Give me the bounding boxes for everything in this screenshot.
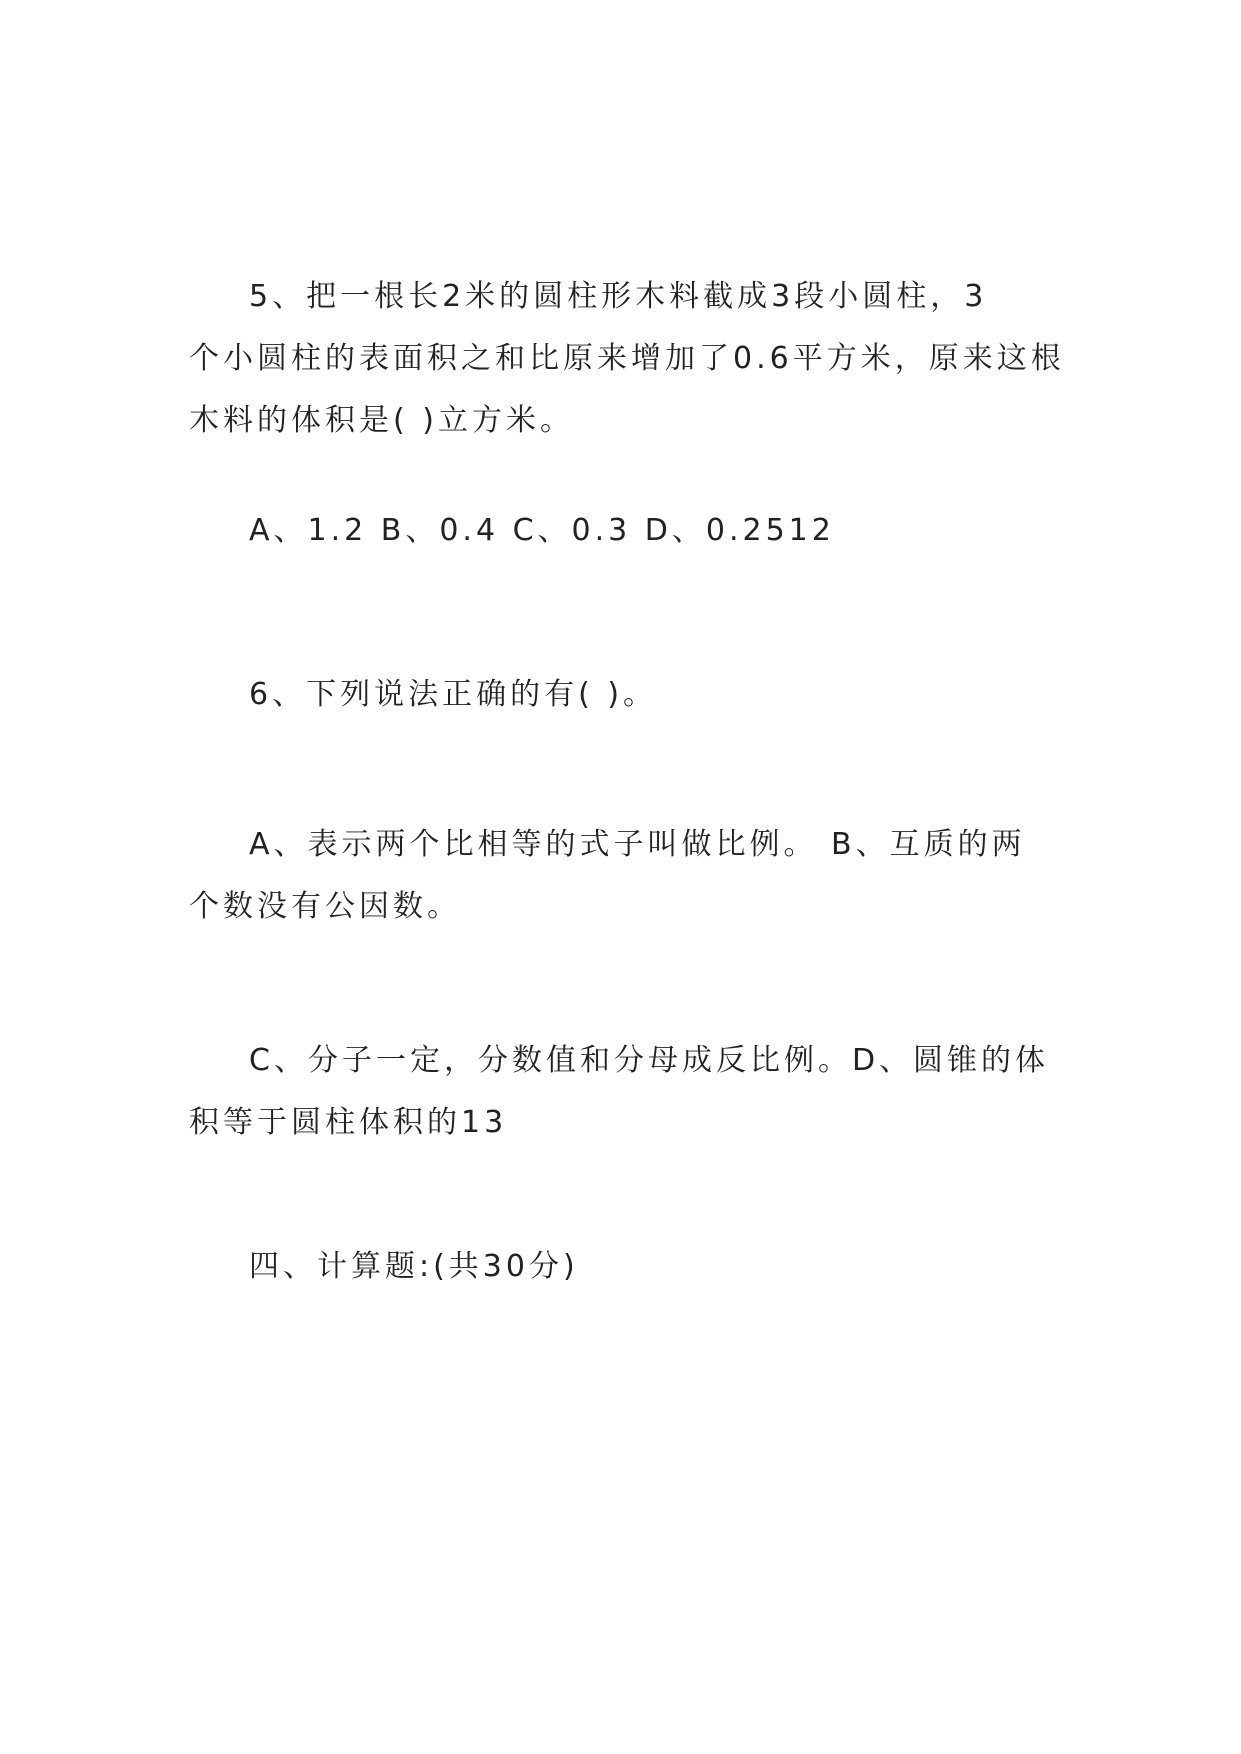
question-6-options-ab-line-2: 个数没有公因数。	[189, 889, 461, 924]
question-6-text: 6、下列说法正确的有( )。	[249, 677, 658, 712]
question-5-line-3: 木料的体积是( )立方米。	[189, 403, 574, 438]
question-6-options-cd	[189, 1030, 1049, 1154]
question-6-options-ab-line-1: A、表示两个比相等的式子叫做比例。 B、互质的两	[249, 827, 1026, 862]
question-5-line-1: 5、把一根长2米的圆柱形木料截成3段小圆柱，3	[249, 279, 988, 314]
question-5-options	[189, 500, 1049, 562]
question-6-options-cd-line-1: C、分子一定，分数值和分母成反比例。D、圆锥的体	[249, 1043, 1050, 1078]
question-5-options-text: A、1.2 B、0.4 C、0.3 D、0.2512	[249, 513, 835, 548]
question-6-options-ab	[189, 814, 1049, 938]
section-4-heading-text: 四、计算题:(共30分)	[249, 1249, 579, 1284]
question-5	[189, 266, 1065, 452]
question-6-options-cd-line-2: 积等于圆柱体积的13	[189, 1105, 508, 1140]
question-5-line-2: 个小圆柱的表面积之和比原来增加了0.6平方米，原来这根	[189, 341, 1065, 376]
question-6	[189, 664, 1049, 726]
section-4-heading	[189, 1236, 1049, 1298]
